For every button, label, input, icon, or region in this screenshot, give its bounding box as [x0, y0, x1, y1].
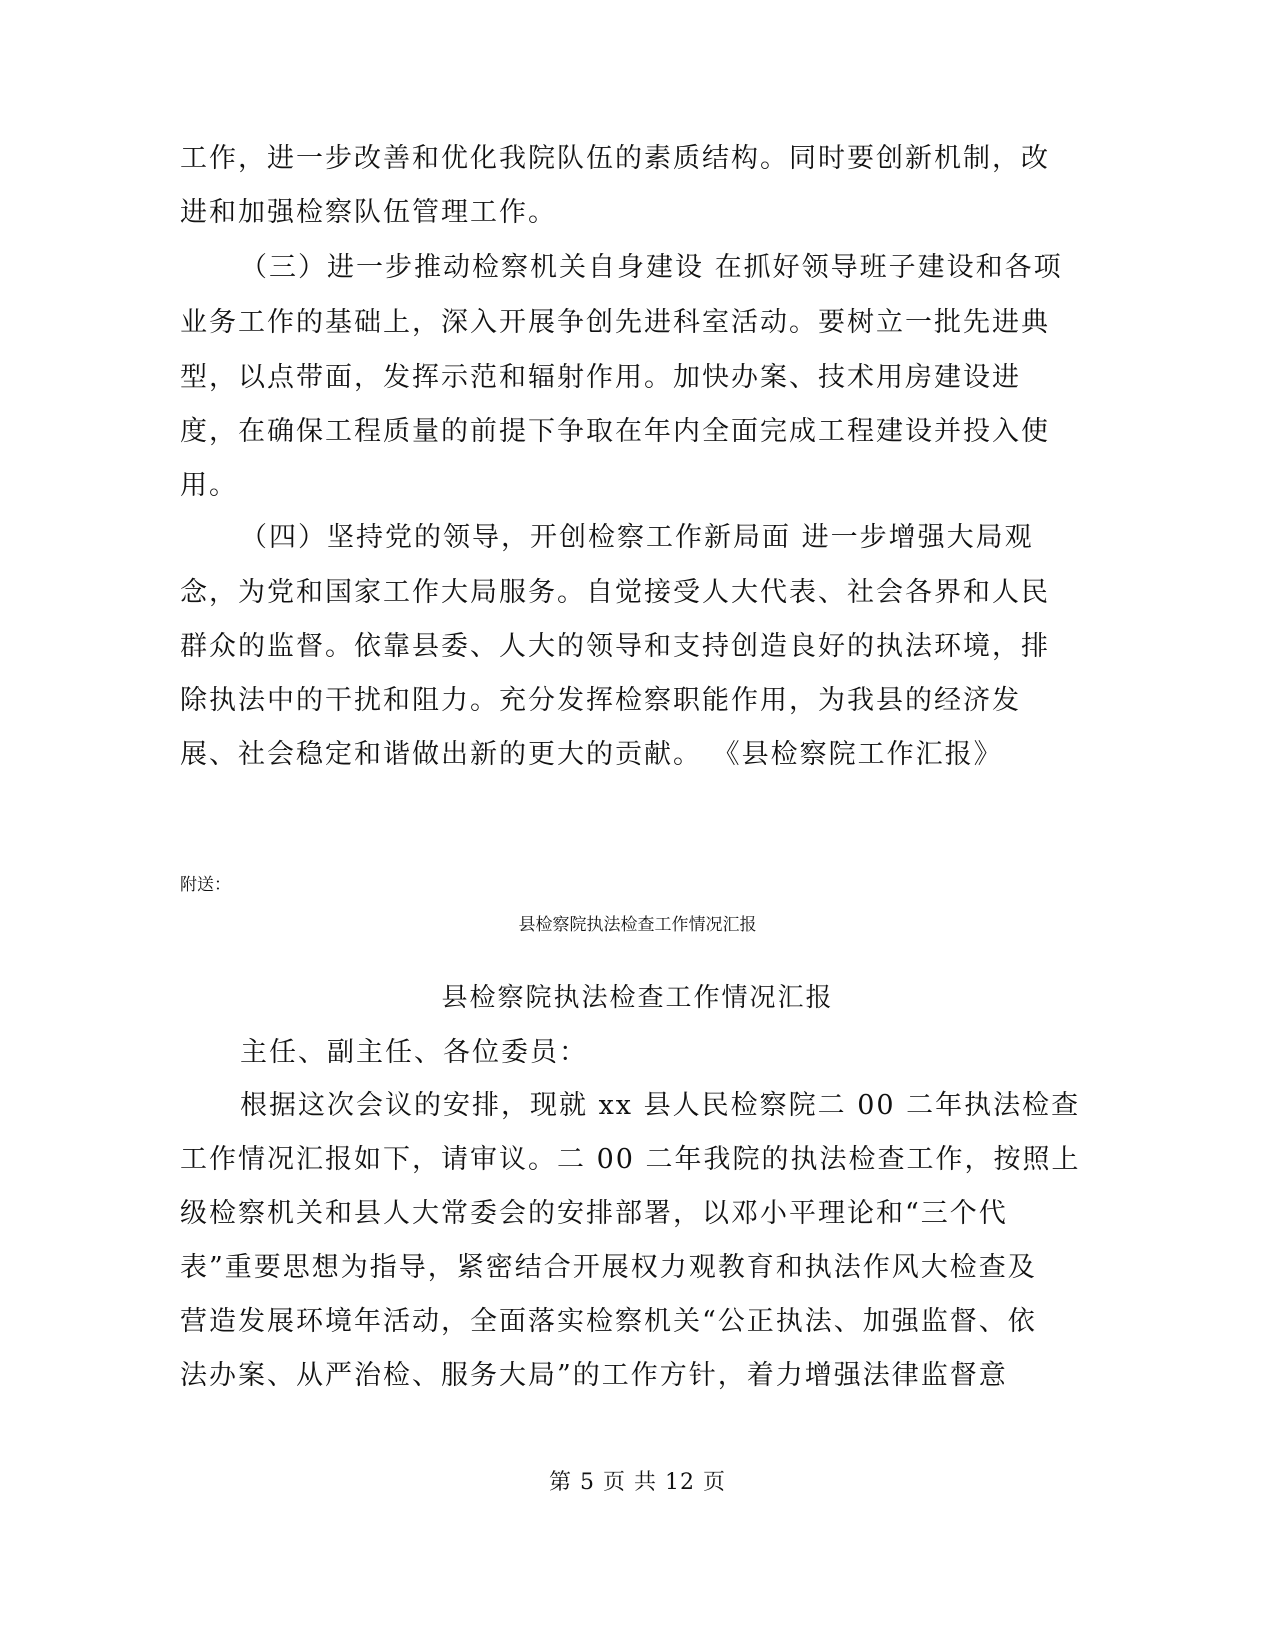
report-line: 营造发展环境年活动，全面落实检察机关“公正执法、加强监督、依	[180, 1306, 1037, 1337]
body-line: 工作，进一步改善和优化我院队伍的素质结构。同时要创新机制，改	[180, 143, 1050, 174]
section-heading-4: （四）坚持党的领导，开创检察工作新局面 进一步增强大局观	[240, 522, 1034, 553]
body-line: 型，以点带面，发挥示范和辐射作用。加快办案、技术用房建设进	[180, 362, 1021, 393]
body-line: 进和加强检察队伍管理工作。	[180, 197, 557, 228]
attachment-label: 附送：	[180, 875, 231, 895]
body-line: 除执法中的干扰和阻力。充分发挥检察职能作用，为我县的经济发	[180, 685, 1021, 716]
page-footer: 第 5 页 共 12 页	[549, 1470, 726, 1495]
body-line: 展、社会稳定和谐做出新的更大的贡献。 《县检察院工作汇报》	[180, 739, 1003, 770]
report-line: 级检察机关和县人大常委会的安排部署，以邓小平理论和“三个代	[180, 1198, 1008, 1229]
report-line: 法办案、从严治检、服务大局”的工作方针，着力增强法律监督意	[180, 1360, 1008, 1391]
report-line: 表”重要思想为指导，紧密结合开展权力观教育和执法作风大检查及	[180, 1252, 1037, 1283]
salutation: 主任、副主任、各位委员：	[240, 1037, 588, 1068]
report-line: 根据这次会议的安排，现就 xx 县人民检察院二 00 二年执法检查	[240, 1090, 1081, 1121]
section-heading-3: （三）进一步推动检察机关自身建设 在抓好领导班子建设和各项	[240, 252, 1063, 283]
report-line: 工作情况汇报如下，请审议。二 00 二年我院的执法检查工作，按照上	[180, 1144, 1081, 1175]
attachment-title: 县检察院执法检查工作情况汇报	[518, 915, 757, 935]
body-line: 念，为党和国家工作大局服务。自觉接受人大代表、社会各界和人民	[180, 577, 1050, 608]
report-title: 县检察院执法检查工作情况汇报	[441, 983, 834, 1013]
body-line: 群众的监督。依靠县委、人大的领导和支持创造良好的执法环境，排	[180, 631, 1050, 662]
body-line: 度，在确保工程质量的前提下争取在年内全面完成工程建设并投入使	[180, 416, 1050, 447]
body-line: 用。	[180, 470, 238, 501]
body-line: 业务工作的基础上，深入开展争创先进科室活动。要树立一批先进典	[180, 307, 1050, 338]
